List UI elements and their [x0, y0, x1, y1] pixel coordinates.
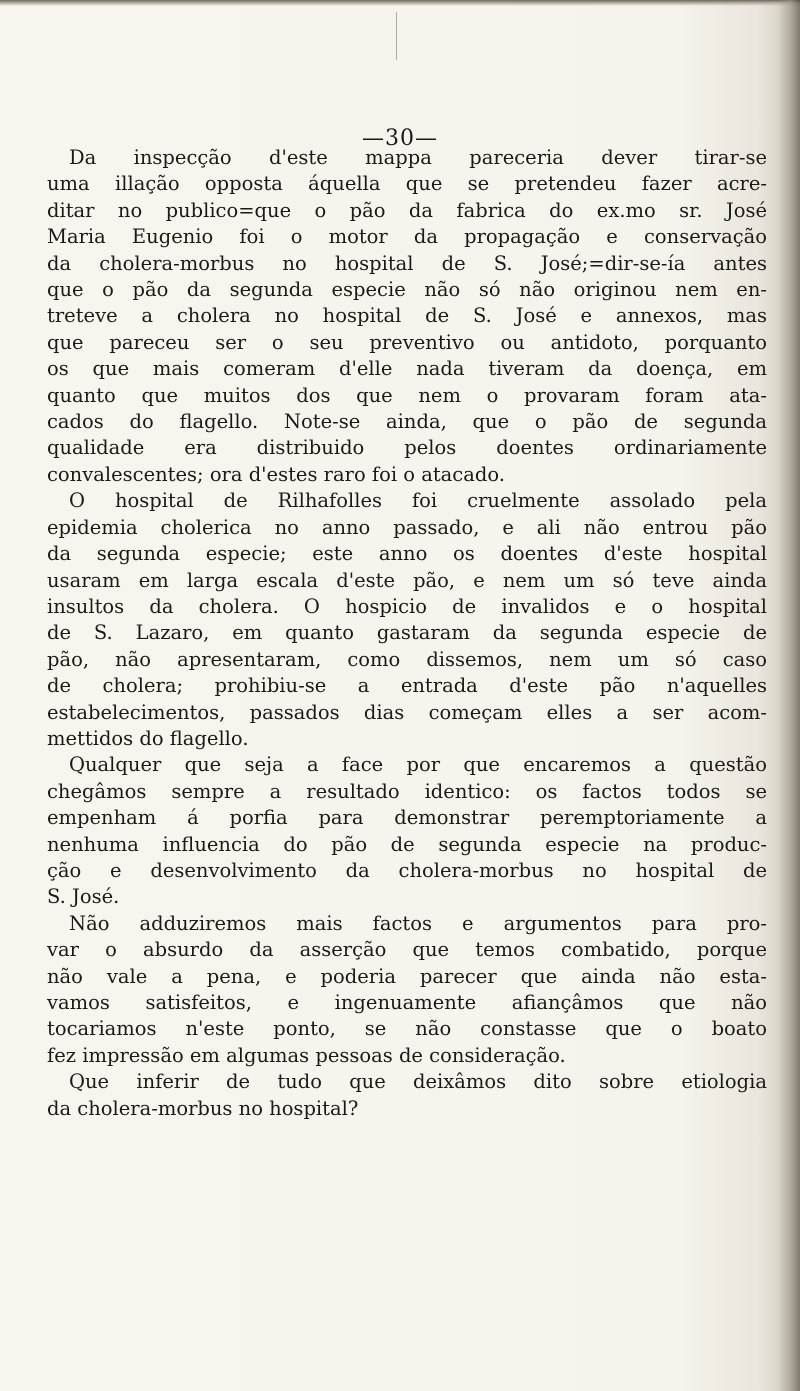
text-line: de cholera; prohibiu-se a entrada d'este pão n'aquelles: [47, 674, 767, 698]
text-line: qualidade era distribuido pelos doentes ordinariamente: [47, 436, 767, 460]
text-line: insultos da cholera. O hospicio de invalidos e o hospital: [47, 594, 767, 618]
text-line: da segunda especie; este anno os doentes d'este hospital: [47, 542, 767, 566]
text-line: que o pão da segunda especie não só não originou nem en-: [47, 278, 767, 302]
text-line: usaram em larga escala d'este pão, e nem um só teve ainda: [47, 568, 767, 592]
text-line: estabelecimentos, passados dias começam elles a ser acom-: [47, 700, 767, 724]
page-top-edge: [0, 0, 800, 6]
text-line: vamos satisfeitos, e ingenuamente afiançâmos que não: [47, 991, 767, 1014]
text-line: Qualquer que seja a face por que encaremos a questão: [69, 753, 767, 777]
text-line: treteve a cholera no hospital de S. José e annexos, mas: [47, 304, 767, 328]
text-line: não vale a pena, e poderia parecer que ainda não esta-: [47, 964, 767, 988]
text-line: de S. Lazaro, em quanto gastaram da segunda especie de: [47, 621, 767, 645]
text-line: que pareceu ser o seu preventivo ou antidoto, porquanto: [47, 330, 767, 354]
text-line: S. José.: [47, 885, 120, 909]
text-line: Que inferir de tudo que deixâmos dito sobre etiologia: [69, 1070, 767, 1094]
text-line: uma illação opposta áquella que se pretendeu fazer acre-: [47, 172, 767, 196]
text-line: Da inspecção d'este mappa pareceria dever tirar-se: [69, 146, 767, 169]
text-line: O hospital de Rilhafolles foi cruelmente assolado pela: [69, 489, 767, 513]
text-line: cados do flagello. Note-se ainda, que o pão de segunda: [47, 410, 767, 434]
text-line: var o absurdo da asserção que temos combatido, porque: [47, 938, 767, 962]
text-line: epidemia cholerica no anno passado, e ali não entrou pão: [47, 515, 767, 539]
text-line: Não adduziremos mais factos e argumentos para pro-: [69, 911, 767, 935]
text-line: fez impressão em algumas pessoas de consideração.: [47, 1043, 566, 1067]
text-line: da cholera-morbus no hospital de S. José;=dir-se-ía antes: [47, 251, 767, 275]
paragraph-1: [47, 145, 767, 488]
text-line: pão, não apresentaram, como dissemos, nem um só caso: [47, 647, 767, 671]
text-line: nenhuma influencia do pão de segunda especie na produc-: [47, 832, 767, 856]
text-line: os que mais comeram d'elle nada tiveram da doença, em: [47, 357, 767, 381]
paragraph-4: [47, 911, 767, 1069]
text-line: ditar no publico=que o pão da fabrica do ex.mo sr. José: [47, 198, 767, 222]
text-line: mettidos do flagello.: [47, 726, 249, 750]
text-line: ção e desenvolvimento da cholera-morbus no hospital de: [47, 858, 767, 882]
text-line: empenham á porfia para demonstrar peremptoriamente a: [47, 806, 767, 830]
paragraph-2: [47, 488, 767, 752]
text-line: Maria Eugenio foi o motor da propagação e conservação: [47, 225, 767, 249]
text-line: chegâmos sempre a resultado identico: os factos todos se: [47, 779, 767, 803]
text-line: convalescentes; ora d'estes raro foi o atacado.: [47, 462, 505, 486]
paragraph-3: [47, 752, 767, 910]
page-binding-shadow: [778, 0, 800, 1391]
page-number: —30—: [362, 126, 438, 151]
paragraph-5: [47, 1069, 767, 1122]
text-line: da cholera-morbus no hospital?: [47, 1096, 359, 1120]
text-line: quanto que muitos dos que nem o provaram foram ata-: [47, 383, 767, 407]
text-line: tocariamos n'este ponto, se não constasse que o boato: [47, 1017, 767, 1041]
paper-mark: [396, 12, 403, 60]
body-text: [47, 145, 767, 1122]
